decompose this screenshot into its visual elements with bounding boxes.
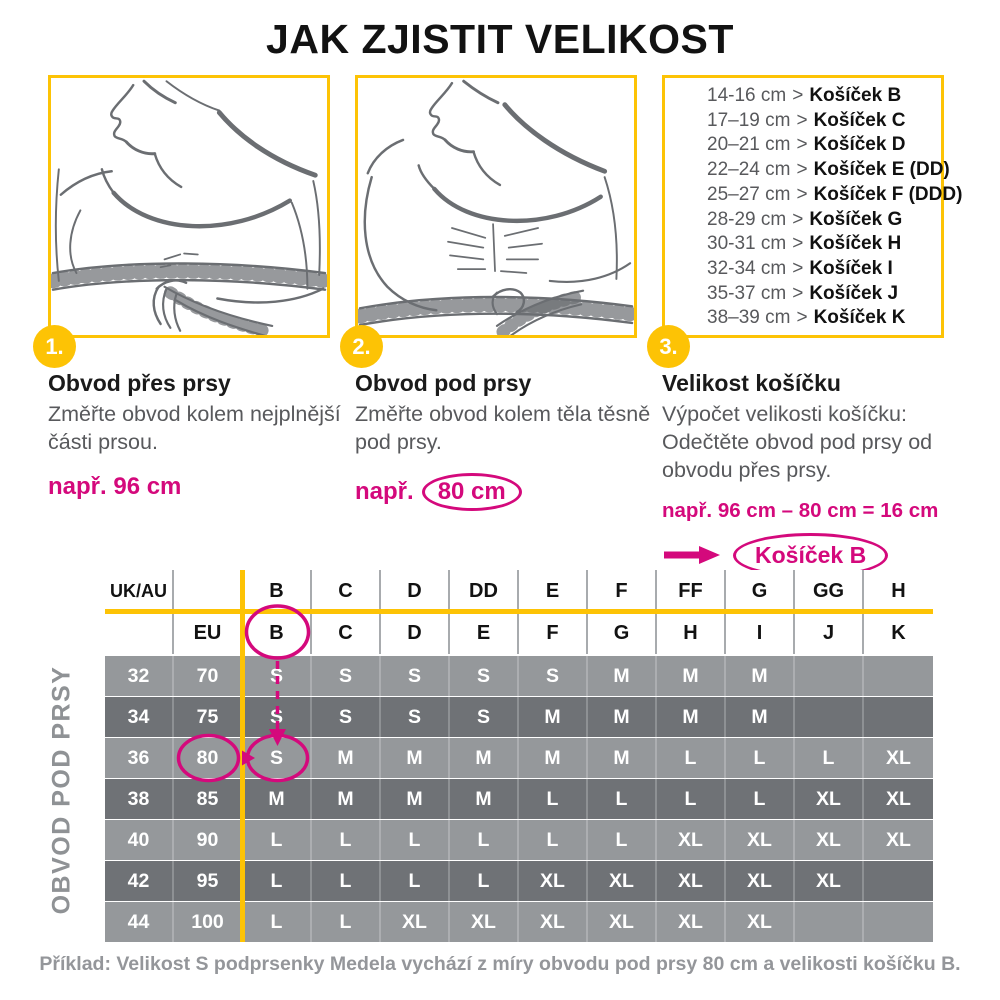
garment-size-cell: M: [381, 779, 450, 819]
cup-list-item: [707, 183, 963, 208]
eu-cup-header: K: [864, 612, 933, 654]
ukau-cup-header: H: [864, 570, 933, 612]
garment-size-cell: XL: [381, 902, 450, 942]
table-header-row-ukau: [105, 570, 933, 612]
cup-range: 32-34 cm: [707, 257, 787, 279]
garment-size-cell: XL: [519, 902, 588, 942]
ukau-size-cell: 34: [105, 697, 174, 737]
garment-size-cell: XL: [657, 820, 726, 860]
garment-size-cell: S: [381, 697, 450, 737]
page-title: JAK ZJISTIT VELIKOST: [266, 16, 734, 62]
cup-name: Košíček B: [809, 85, 902, 106]
garment-size-cell: S: [312, 697, 381, 737]
garment-size-cell: S: [519, 656, 588, 696]
garment-size-cell: L: [450, 861, 519, 901]
step1-illustration-box: [48, 75, 330, 338]
yellow-vertical-divider: [240, 570, 245, 942]
garment-size-cell: L: [243, 861, 312, 901]
step2-example: [355, 473, 651, 511]
cup-list-item: [707, 306, 941, 331]
cup-separator: >: [792, 282, 804, 304]
header-blank-cell: [105, 612, 174, 654]
ukau-cup-header: FF: [657, 570, 726, 612]
garment-size-cell: L: [381, 861, 450, 901]
garment-size-cell: L: [726, 738, 795, 778]
eu-cup-header: G: [588, 612, 657, 654]
garment-size-cell: XL: [886, 828, 911, 851]
cup-separator: >: [796, 183, 808, 205]
step3-formula: např. 96 cm – 80 cm = 16 cm: [662, 498, 939, 522]
garment-size-cell: [864, 861, 933, 901]
garment-size-cell: M: [726, 656, 795, 696]
eu-cup-header: D: [381, 612, 450, 654]
eu-cup-header: C: [312, 612, 381, 654]
garment-size-cell: M: [726, 697, 795, 737]
ukau-cup-header: DD: [450, 570, 519, 612]
cup-range: 28-29 cm: [707, 208, 787, 230]
garment-size-cell: M: [450, 779, 519, 819]
cup-range: 17–19 cm: [707, 109, 791, 131]
step1-body: Změřte obvod kolem nejplnější části prsou.: [48, 402, 341, 454]
cup-separator: >: [796, 307, 808, 329]
ukau-cup-header: G: [726, 570, 795, 612]
eu-cup-header: J: [795, 612, 864, 654]
garment-size-cell: L: [381, 820, 450, 860]
table-body: [105, 656, 933, 942]
garment-size-cell: M: [588, 697, 657, 737]
garment-size-cell: XL: [795, 779, 864, 819]
step2-illustration-box: [355, 75, 637, 338]
table-row: [105, 820, 933, 860]
ukau-cup-header: B: [243, 570, 312, 612]
garment-size-cell: M: [588, 738, 657, 778]
cup-separator: >: [792, 85, 804, 106]
garment-size-cell: XL: [726, 902, 795, 942]
garment-size-cell: XL: [886, 746, 911, 769]
garment-size-cell: M: [519, 697, 588, 737]
cup-separator: >: [792, 208, 804, 230]
garment-size-cell: M: [381, 738, 450, 778]
cup-name: Košíček I: [809, 257, 893, 279]
table-side-label: OBVOD POD PRSY: [47, 665, 76, 915]
eu-cup-header: I: [726, 612, 795, 654]
ukau-size-cell: 42: [105, 861, 174, 901]
garment-size-cell: M: [312, 738, 381, 778]
garment-size-cell: L: [657, 738, 726, 778]
cup-range: 38–39 cm: [707, 307, 791, 329]
table-row: [105, 738, 933, 778]
step2-text: [355, 370, 651, 511]
cup-range: 35-37 cm: [707, 282, 787, 304]
garment-size-cell: S: [243, 697, 312, 737]
eu-cup-header: E: [450, 612, 519, 654]
table-row: [105, 861, 933, 901]
garment-size-cell: [795, 656, 864, 696]
cup-name: Košíček G: [809, 208, 903, 230]
step3-body: Výpočet velikosti košíčku: Odečtěte obvod pod prsy od obvodu přes prsy.: [662, 402, 933, 482]
cup-list-item: [707, 133, 941, 158]
step2-body: Změřte obvod kolem těla těsně pod prsy.: [355, 402, 651, 454]
garment-size-cell: XL: [450, 902, 519, 942]
ukau-cup-header: GG: [795, 570, 864, 612]
cup-list-item: [707, 232, 941, 257]
ukau-size-cell: 40: [105, 820, 174, 860]
garment-size-cell: [864, 902, 933, 942]
cup-list-item: [707, 208, 941, 233]
cup-name: Košíček K: [813, 307, 906, 329]
cup-range: 25–27 cm: [707, 183, 791, 205]
table-row: [105, 779, 933, 819]
cup-name: Košíček H: [809, 233, 902, 255]
ukau-size-cell: 32: [105, 656, 174, 696]
garment-size-cell: M: [519, 738, 588, 778]
ukau-size-cell: 44: [105, 902, 174, 942]
garment-size-cell: L: [312, 861, 381, 901]
table-row: [105, 697, 933, 737]
garment-size-cell: L: [588, 820, 657, 860]
garment-size-cell: S: [243, 738, 312, 778]
ukau-cup-header: D: [381, 570, 450, 612]
corner-label-ukau: UK/AU: [105, 570, 174, 612]
cup-separator: >: [796, 159, 808, 181]
garment-size-cell: [864, 656, 933, 696]
garment-size-cell: L: [657, 779, 726, 819]
step2-circled-value: 80 cm: [422, 473, 522, 511]
garment-size-cell: L: [726, 779, 795, 819]
step3-heading: Velikost košíčku: [662, 370, 841, 396]
cup-range: 22–24 cm: [707, 159, 791, 181]
garment-size-cell: L: [519, 820, 588, 860]
eu-cup-header: B: [243, 612, 312, 654]
ukau-size-cell: 36: [105, 738, 174, 778]
woman-measuring-over-bust-illustration: [51, 78, 327, 335]
garment-size-cell: XL: [519, 861, 588, 901]
table-header-row-eu: [105, 612, 933, 654]
eu-size-cell: 95: [174, 861, 243, 901]
cup-list-item: [707, 282, 941, 307]
step3-number-badge: 3.: [647, 325, 690, 368]
woman-measuring-under-bust-illustration: [358, 78, 634, 335]
ukau-cup-header: F: [588, 570, 657, 612]
garment-size-cell: M: [243, 779, 312, 819]
garment-size-cell: [795, 902, 864, 942]
eu-label: EU: [174, 612, 243, 654]
cup-separator: >: [792, 257, 804, 279]
eu-size-cell: 70: [174, 656, 243, 696]
garment-size-cell: S: [243, 656, 312, 696]
step1-text: [48, 370, 344, 501]
cup-list-item: [707, 158, 950, 183]
eu-size-cell: 85: [174, 779, 243, 819]
garment-size-cell: XL: [588, 861, 657, 901]
cup-list-item: [707, 84, 941, 109]
garment-size-cell: M: [657, 656, 726, 696]
eu-size-cell: 100: [174, 902, 243, 942]
garment-size-cell: XL: [588, 902, 657, 942]
garment-size-cell: L: [312, 902, 381, 942]
step1-example: např. 96 cm: [48, 472, 182, 500]
step3-text: [662, 370, 958, 578]
cup-name: Košíček F (DDD): [813, 183, 963, 205]
ukau-cup-header: E: [519, 570, 588, 612]
table-row: [105, 656, 933, 696]
garment-size-cell: XL: [726, 820, 795, 860]
cup-list-item: [707, 109, 941, 134]
eu-cup-header: H: [657, 612, 726, 654]
step2-heading: Obvod pod prsy: [355, 370, 532, 396]
cup-separator: >: [796, 109, 808, 131]
garment-size-cell: M: [657, 697, 726, 737]
garment-size-cell: M: [588, 656, 657, 696]
eu-size-cell: 80: [174, 738, 243, 778]
eu-size-cell: 90: [174, 820, 243, 860]
eu-size-cell: 75: [174, 697, 243, 737]
garment-size-cell: S: [450, 697, 519, 737]
garment-size-cell: L: [243, 902, 312, 942]
step2-example-prefix: např.: [355, 477, 414, 505]
size-table: [105, 570, 933, 943]
ukau-size-cell: 38: [105, 779, 174, 819]
garment-size-cell: S: [381, 656, 450, 696]
garment-size-cell: XL: [726, 861, 795, 901]
garment-size-cell: XL: [886, 787, 911, 810]
garment-size-cell: M: [450, 738, 519, 778]
garment-size-cell: XL: [795, 861, 864, 901]
cup-conversion-list: [665, 78, 963, 331]
cup-separator: >: [792, 233, 804, 255]
step3-cup-list-box: [662, 75, 963, 338]
garment-size-cell: L: [450, 820, 519, 860]
garment-size-cell: S: [312, 656, 381, 696]
cup-name: Košíček J: [809, 282, 899, 304]
example-caption: Příklad: Velikost S podprsenky Medela vychází z míry obvodu pod prsy 80 cm a velikosti košíčku B.: [39, 953, 961, 975]
garment-size-cell: XL: [657, 902, 726, 942]
cup-list-item: [707, 257, 941, 282]
garment-size-cell: XL: [795, 820, 864, 860]
garment-size-cell: L: [312, 820, 381, 860]
cup-range: 20–21 cm: [707, 134, 791, 156]
garment-size-cell: S: [450, 656, 519, 696]
step3-result-circled: Košíček B: [733, 533, 888, 578]
cup-separator: >: [796, 134, 808, 156]
garment-size-cell: [795, 697, 864, 737]
cup-name: Košíček C: [813, 109, 906, 131]
pink-arrow-icon: [662, 546, 720, 564]
ukau-cup-header: C: [312, 570, 381, 612]
garment-size-cell: L: [519, 779, 588, 819]
header-blank-cell: [174, 570, 243, 612]
cup-range: 30-31 cm: [707, 233, 787, 255]
garment-size-cell: [864, 697, 933, 737]
step1-number-badge: 1.: [33, 325, 76, 368]
garment-size-cell: L: [588, 779, 657, 819]
yellow-horizontal-divider: [105, 609, 933, 614]
garment-size-cell: XL: [657, 861, 726, 901]
garment-size-cell: L: [243, 820, 312, 860]
garment-size-cell: M: [312, 779, 381, 819]
cup-name: Košíček E (DD): [813, 159, 950, 181]
step2-number-badge: 2.: [340, 325, 383, 368]
garment-size-cell: L: [795, 738, 864, 778]
cup-range: 14-16 cm: [707, 85, 787, 106]
cup-name: Košíček D: [813, 134, 906, 156]
step1-heading: Obvod přes prsy: [48, 370, 231, 396]
table-row: [105, 902, 933, 942]
eu-cup-header: F: [519, 612, 588, 654]
